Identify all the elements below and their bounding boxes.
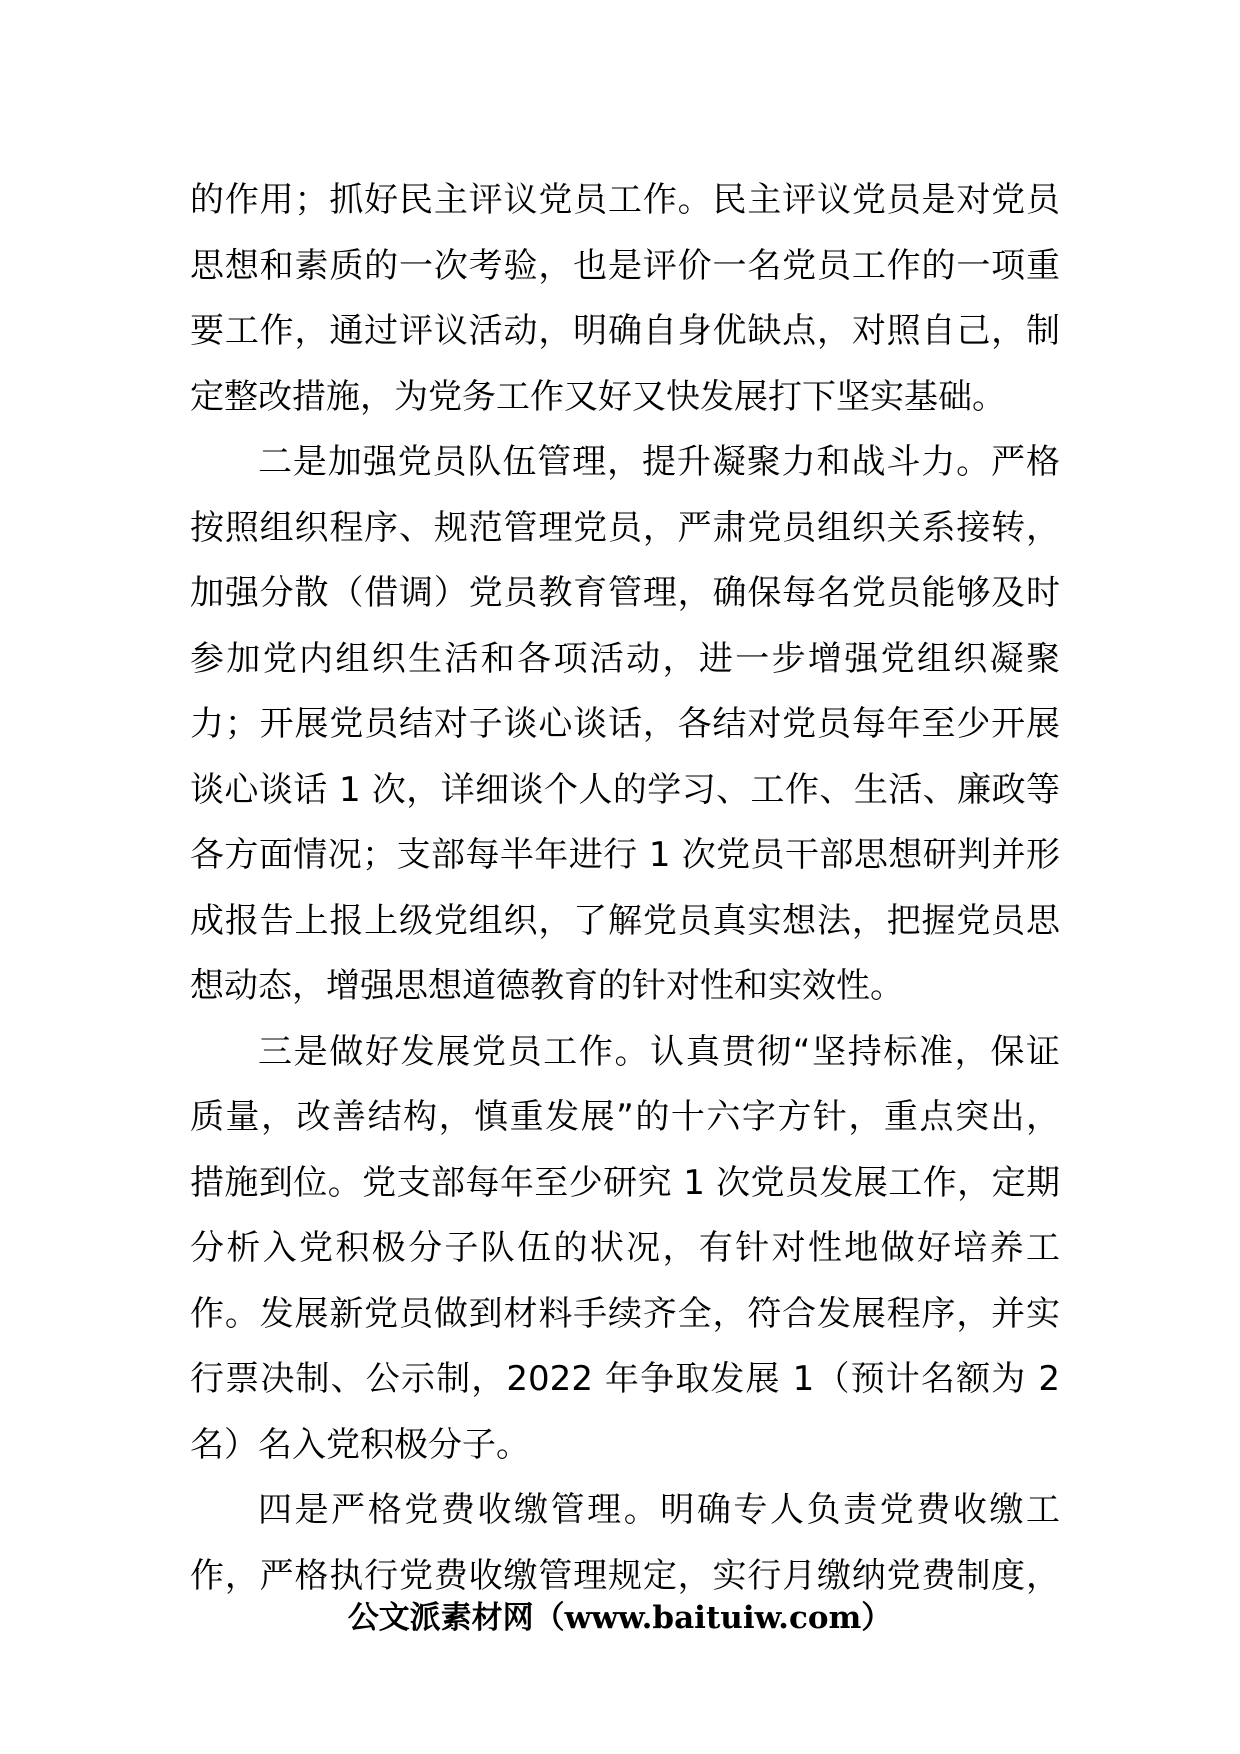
text-line: 加强分散（借调）党员教育管理，确保每名党员能够及时 [190, 573, 1060, 613]
text-line: 作，严格执行党费收缴管理规定，实行月缴纳党费制度， [190, 1555, 1060, 1596]
text-line: 成报告上报上级党组织，了解党员真实想法，把握党员思 [190, 900, 1060, 941]
text-line: 要工作，通过评议活动，明确自身优缺点，对照自己，制 [190, 311, 1060, 351]
text-line: 分析入党积极分子队伍的状况，有针对性地做好培养工 [190, 1228, 1060, 1268]
text-line: 二是加强党员队伍管理，提升凝聚力和战斗力。严格 [258, 442, 1060, 482]
paragraph [190, 1020, 1060, 1479]
paragraph [190, 430, 1060, 1020]
text-line: 名）名入党积极分子。 [190, 1424, 530, 1465]
text-line: 三是做好发展党员工作。认真贯彻“坚持标准，保证 [258, 1031, 1060, 1072]
text-line: 谈心谈话 1 次，详细谈个人的学习、工作、生活、廉政等 [190, 769, 1060, 810]
paragraph-container [190, 168, 1060, 1609]
text-line: 的作用；抓好民主评议党员工作。民主评议党员是对党员 [190, 180, 1060, 220]
text-line: 措施到位。党支部每年至少研究 1 次党员发展工作，定期 [190, 1162, 1060, 1203]
text-line: 作。发展新党员做到材料手续齐全，符合发展程序，并实 [190, 1293, 1060, 1334]
text-line: 参加党内组织生活和各项活动，进一步增强党组织凝聚 [190, 638, 1060, 679]
text-line: 四是严格党费收缴管理。明确专人负责党费收缴工 [258, 1490, 1060, 1530]
text-line: 力；开展党员结对子谈心谈话，各结对党员每年至少开展 [190, 704, 1060, 744]
paragraph [190, 168, 1060, 430]
text-line: 质量，改善结构，慎重发展”的十六字方针，重点突出， [190, 1097, 1060, 1137]
footer-watermark: 公文派素材网（www.baituiw.com） [347, 1600, 893, 1636]
paragraph [190, 1478, 1060, 1609]
text-line: 定整改措施，为党务工作又好又快发展打下坚实基础。 [190, 376, 1006, 417]
document-body [190, 168, 1060, 1609]
text-line: 想动态，增强思想道德教育的针对性和实效性。 [190, 966, 904, 1006]
text-line: 各方面情况；支部每半年进行 1 次党员干部思想研判并形 [190, 835, 1060, 875]
text-line: 思想和素质的一次考验，也是评价一名党员工作的一项重 [190, 245, 1060, 286]
text-line: 按照组织程序、规范管理党员，严肃党员组织关系接转， [190, 507, 1060, 548]
text-line: 行票决制、公示制，2022 年争取发展 1（预计名额为 2 [190, 1359, 1060, 1399]
